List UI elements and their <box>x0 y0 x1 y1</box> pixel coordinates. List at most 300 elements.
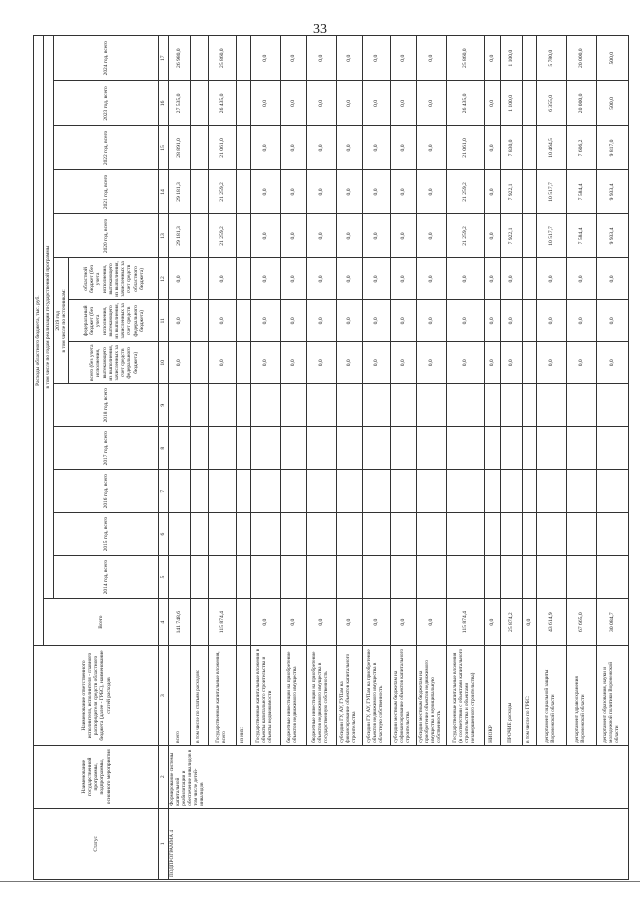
cell-v13: 0,0 <box>362 214 390 258</box>
header-executor: Наименование ответственного исполнителя, исполнителя - главного распорядителя средств областного бюджета (далее - ГРБС), наименование статей расходов <box>34 646 159 746</box>
cell-v17: 5 780,0 <box>536 36 566 81</box>
cell-v17: 0,0 <box>390 36 416 81</box>
cell-empty <box>190 556 208 599</box>
cell-empty <box>250 384 280 427</box>
column-number: 12 <box>159 258 168 300</box>
column-number: 3 <box>159 646 168 746</box>
header-y2023: 2023 год, всего <box>54 81 159 126</box>
cell-v11: 0,0 <box>596 300 628 342</box>
cell-empty <box>190 470 208 513</box>
cell-empty <box>536 513 566 556</box>
cell-v10: 0,0 <box>250 342 280 384</box>
cell-v13: 0,0 <box>484 214 500 258</box>
header-y2019-total: всего (без учета исполнения, вытекающего из выполнения, зачисленных за счет средств федерального бюджета) <box>69 342 159 384</box>
cell-v13: 0,0 <box>336 214 362 258</box>
rotated-table-area <box>33 35 621 880</box>
cell-empty <box>416 513 446 556</box>
cell-v16: 26 435,0 <box>446 81 484 126</box>
cell-empty <box>416 427 446 470</box>
cell-empty <box>236 427 250 470</box>
cell-empty <box>250 556 280 599</box>
header-y2016: 2016 год, всего <box>54 470 159 513</box>
cell-v14: 10 517,7 <box>536 170 566 214</box>
row-label: в том числе по статьям расходов: <box>190 646 208 746</box>
cell-empty <box>190 384 208 427</box>
cell-v14: 0,0 <box>390 170 416 214</box>
cell-v17: 25 860,0 <box>208 36 236 81</box>
cell-v13: 9 933,4 <box>596 214 628 258</box>
column-number: 4 <box>159 599 168 646</box>
cell-empty <box>484 470 500 513</box>
column-numbers-row <box>159 36 168 880</box>
cell-empty <box>236 513 250 556</box>
cell-v11: 0,0 <box>168 300 190 342</box>
cell-empty <box>500 513 522 556</box>
column-number: 7 <box>159 470 168 513</box>
cell-v12: 0,0 <box>306 258 336 300</box>
cell-total: 0,0 <box>522 599 536 646</box>
cell-v11: 0,0 <box>566 300 596 342</box>
cell-empty <box>416 384 446 427</box>
cell-v10 <box>236 342 250 384</box>
cell-v14: 0,0 <box>280 170 306 214</box>
cell-v14: 0,0 <box>250 170 280 214</box>
row-label: Государственные капитальные вложения в объекты капитального строительства и объекты недвижимости <box>250 646 280 746</box>
cell-v12: 0,0 <box>500 258 522 300</box>
cell-v10: 0,0 <box>336 342 362 384</box>
cell-empty <box>336 470 362 513</box>
cell-v13: 0,0 <box>306 214 336 258</box>
cell-empty <box>250 513 280 556</box>
header-status: Статус <box>34 808 159 879</box>
row-label: субсидии местным бюджетам на приобретение объектов недвижимого имущества в муниципальную собственность <box>416 646 446 746</box>
cell-v17: 0,0 <box>250 36 280 81</box>
cell-total: 141 748,6 <box>168 599 190 646</box>
cell-v15: 0,0 <box>416 126 446 170</box>
cell-v16: 0,0 <box>250 81 280 126</box>
cell-empty <box>168 513 190 556</box>
cell-v16: 20 000,0 <box>566 81 596 126</box>
header-y2024: 2024 год, всего <box>54 36 159 81</box>
header-y2019-fed: федеральный бюджет (без учета исполнения, вытекающего из выполнения, зачисленных за счет средств федерального бюджета) <box>69 300 159 342</box>
subprogram-name: Формирование системы капитальной реабилитации и обеспечение инвалидов в том числе детей-инвалидов <box>168 745 628 808</box>
cell-v17: 0,0 <box>336 36 362 81</box>
cell-empty <box>566 470 596 513</box>
cell-v14 <box>190 170 208 214</box>
cell-v10: 0,0 <box>500 342 522 384</box>
cell-v11: 0,0 <box>446 300 484 342</box>
cell-v11: 0,0 <box>500 300 522 342</box>
cell-empty <box>306 513 336 556</box>
cell-v13: 0,0 <box>416 214 446 258</box>
cell-v14: 0,0 <box>336 170 362 214</box>
header-main-title: Расходы областного бюджета, тыс. руб. <box>34 36 44 646</box>
cell-v12: 0,0 <box>416 258 446 300</box>
cell-v15: 0,0 <box>306 126 336 170</box>
cell-empty <box>362 556 390 599</box>
row-label: департамент образования, науки и молодежной политики Воронежской области <box>596 646 628 746</box>
cell-v13: 10 517,7 <box>536 214 566 258</box>
header-y2019-obl: областной бюджет (без учета исполнения, вытекающего из выполнения, зачисленных за счет средств областного бюджета) <box>69 258 159 300</box>
cell-v12: 0,0 <box>168 258 190 300</box>
cell-empty <box>336 556 362 599</box>
cell-v10: 0,0 <box>208 342 236 384</box>
cell-empty <box>500 556 522 599</box>
header-y2015: 2015 год, всего <box>54 513 159 556</box>
page-number: 33 <box>313 22 327 37</box>
cell-total: 25 874,2 <box>500 599 522 646</box>
header-y2019-label: 2019 год <box>55 311 61 331</box>
column-number: 2 <box>159 745 168 808</box>
cell-empty <box>484 556 500 599</box>
cell-total: 67 665,0 <box>566 599 596 646</box>
cell-v14 <box>522 170 536 214</box>
cell-v15: 28 891,0 <box>168 126 190 170</box>
row-label: департамент социальной защиты Воронежской области <box>536 646 566 746</box>
cell-empty <box>362 384 390 427</box>
cell-v17: 500,0 <box>596 36 628 81</box>
footer-rule <box>0 881 640 882</box>
cell-empty <box>446 427 484 470</box>
cell-v14: 0,0 <box>484 170 500 214</box>
cell-v10: 0,0 <box>362 342 390 384</box>
cell-empty <box>390 556 416 599</box>
cell-v15: 0,0 <box>250 126 280 170</box>
cell-v10: 0,0 <box>566 342 596 384</box>
cell-v16: 0,0 <box>484 81 500 126</box>
cell-v12: 0,0 <box>250 258 280 300</box>
cell-v12: 0,0 <box>280 258 306 300</box>
cell-v15: 21 061,0 <box>446 126 484 170</box>
cell-v13: 21 259,2 <box>208 214 236 258</box>
cell-empty <box>280 556 306 599</box>
cell-v17: 1 100,0 <box>500 36 522 81</box>
cell-v11: 0,0 <box>250 300 280 342</box>
row-label: Государственные капитальные вложения (в соответствии с объектами капитального строительства и объектами незавершенного строительства) <box>446 646 484 746</box>
cell-v11: 0,0 <box>306 300 336 342</box>
cell-v10: 0,0 <box>536 342 566 384</box>
cell-v12: 0,0 <box>208 258 236 300</box>
cell-v16: 1 100,0 <box>500 81 522 126</box>
cell-empty <box>416 556 446 599</box>
cell-empty <box>336 427 362 470</box>
cell-empty <box>208 427 236 470</box>
cell-empty <box>336 513 362 556</box>
row-label: бюджетные инвестиции на приобретение объектов недвижимого имущества <box>280 646 306 746</box>
cell-v12: 0,0 <box>536 258 566 300</box>
cell-v10: 0,0 <box>306 342 336 384</box>
cell-v14: 21 259,2 <box>446 170 484 214</box>
cell-v16: 0,0 <box>280 81 306 126</box>
cell-v10: 0,0 <box>390 342 416 384</box>
cell-v14: 0,0 <box>306 170 336 214</box>
cell-empty <box>416 470 446 513</box>
cell-v15: 7 606,2 <box>566 126 596 170</box>
cell-empty <box>484 513 500 556</box>
row-label: субсидии ГУ, АУ, ГУПам на приобретение объектов недвижимого имущества в областную собственность <box>362 646 390 746</box>
cell-empty <box>596 556 628 599</box>
cell-v13: 7 584,4 <box>566 214 596 258</box>
subprogram-status: ПОДПРОГРАММА 4 <box>168 808 628 879</box>
cell-empty <box>168 556 190 599</box>
cell-total: 0,0 <box>306 599 336 646</box>
cell-v15: 9 817,0 <box>596 126 628 170</box>
cell-v16: 500,0 <box>596 81 628 126</box>
cell-v10: 0,0 <box>596 342 628 384</box>
column-number: 11 <box>159 300 168 342</box>
cell-empty <box>362 427 390 470</box>
cell-v16: 27 535,0 <box>168 81 190 126</box>
column-number: 14 <box>159 170 168 214</box>
cell-total: 0,0 <box>362 599 390 646</box>
header-sub-title: в том числе по годам реализации государственной программы <box>44 36 54 599</box>
cell-total: 30 084,7 <box>596 599 628 646</box>
cell-v14: 9 933,4 <box>596 170 628 214</box>
cell-v17: 0,0 <box>306 36 336 81</box>
cell-v15 <box>190 126 208 170</box>
row-label: департамент здравоохранения Воронежской области <box>566 646 596 746</box>
header-y2020: 2020 год, всего <box>54 214 159 258</box>
cell-empty <box>280 427 306 470</box>
cell-total: 0,0 <box>250 599 280 646</box>
cell-empty <box>596 513 628 556</box>
cell-v10: 0,0 <box>280 342 306 384</box>
header-y2019-incl: в том числе по источникам: <box>61 289 68 353</box>
cell-v11 <box>522 300 536 342</box>
cell-v15: 10 464,5 <box>536 126 566 170</box>
cell-empty <box>306 427 336 470</box>
cell-v16: 0,0 <box>416 81 446 126</box>
cell-v14: 0,0 <box>362 170 390 214</box>
cell-empty <box>566 384 596 427</box>
cell-empty <box>250 470 280 513</box>
row-label: из них: <box>236 646 250 746</box>
cell-empty <box>500 384 522 427</box>
cell-empty <box>566 513 596 556</box>
cell-empty <box>280 384 306 427</box>
cell-v13: 0,0 <box>250 214 280 258</box>
cell-v17: 25 860,0 <box>446 36 484 81</box>
cell-empty <box>536 384 566 427</box>
cell-v15 <box>236 126 250 170</box>
cell-v17 <box>522 36 536 81</box>
header-y2021: 2021 год, всего <box>54 170 159 214</box>
cell-v12 <box>236 258 250 300</box>
cell-empty <box>208 513 236 556</box>
cell-empty <box>596 384 628 427</box>
table-row <box>168 36 190 880</box>
cell-v15: 7 830,0 <box>500 126 522 170</box>
cell-empty <box>208 384 236 427</box>
cell-v16: 6 355,0 <box>536 81 566 126</box>
cell-empty <box>168 427 190 470</box>
cell-empty <box>596 470 628 513</box>
cell-v16 <box>190 81 208 126</box>
cell-v12: 0,0 <box>566 258 596 300</box>
cell-total: 115 874,4 <box>446 599 484 646</box>
cell-empty <box>484 427 500 470</box>
cell-empty <box>536 556 566 599</box>
cell-empty <box>306 470 336 513</box>
cell-v13: 7 922,1 <box>500 214 522 258</box>
cell-v11: 0,0 <box>536 300 566 342</box>
cell-total: 0,0 <box>280 599 306 646</box>
cell-empty <box>236 470 250 513</box>
cell-v11: 0,0 <box>416 300 446 342</box>
cell-v17: 0,0 <box>362 36 390 81</box>
cell-v12: 0,0 <box>390 258 416 300</box>
cell-v13: 0,0 <box>390 214 416 258</box>
cell-v17 <box>190 36 208 81</box>
cell-empty <box>250 427 280 470</box>
cell-empty <box>236 384 250 427</box>
column-number: 1 <box>159 808 168 879</box>
cell-v14 <box>236 170 250 214</box>
header-y2017: 2017 год, всего <box>54 427 159 470</box>
cell-v10 <box>190 342 208 384</box>
cell-empty <box>500 427 522 470</box>
cell-total: 0,0 <box>390 599 416 646</box>
cell-v11: 0,0 <box>484 300 500 342</box>
cell-v11 <box>190 300 208 342</box>
cell-empty <box>500 470 522 513</box>
cell-empty <box>536 470 566 513</box>
cell-v15: 0,0 <box>280 126 306 170</box>
cell-empty <box>522 470 536 513</box>
cell-total <box>190 599 208 646</box>
cell-empty <box>536 427 566 470</box>
cell-v15 <box>522 126 536 170</box>
cell-empty <box>522 427 536 470</box>
header-y2019 <box>54 258 69 384</box>
cell-empty <box>362 470 390 513</box>
cell-empty <box>446 556 484 599</box>
cell-v10: 0,0 <box>168 342 190 384</box>
cell-v15: 0,0 <box>362 126 390 170</box>
column-number: 13 <box>159 214 168 258</box>
budget-table-rotated <box>33 35 621 880</box>
cell-empty <box>522 384 536 427</box>
cell-v13 <box>236 214 250 258</box>
cell-v10: 0,0 <box>484 342 500 384</box>
cell-v10: 0,0 <box>446 342 484 384</box>
row-label: субсидии местным бюджетам на софинансирование объектов капитального строительства <box>390 646 416 746</box>
cell-v17 <box>236 36 250 81</box>
cell-v10 <box>522 342 536 384</box>
cell-empty <box>306 556 336 599</box>
cell-v13: 29 181,3 <box>168 214 190 258</box>
cell-v13 <box>522 214 536 258</box>
cell-empty <box>390 470 416 513</box>
cell-v11: 0,0 <box>390 300 416 342</box>
header-total: Всего <box>44 599 159 646</box>
cell-empty <box>168 384 190 427</box>
cell-empty <box>236 556 250 599</box>
cell-empty <box>280 513 306 556</box>
cell-empty <box>390 384 416 427</box>
cell-total: 0,0 <box>336 599 362 646</box>
cell-v14: 21 259,2 <box>208 170 236 214</box>
cell-total: 115 874,4 <box>208 599 236 646</box>
cell-v14: 7 584,4 <box>566 170 596 214</box>
cell-v11: 0,0 <box>336 300 362 342</box>
cell-v16 <box>236 81 250 126</box>
cell-empty <box>280 470 306 513</box>
cell-empty <box>190 513 208 556</box>
column-number: 5 <box>159 556 168 599</box>
cell-v11 <box>236 300 250 342</box>
cell-v12: 0,0 <box>484 258 500 300</box>
row-label: в том числе по ГРБС: <box>522 646 536 746</box>
cell-v11: 0,0 <box>362 300 390 342</box>
column-number: 17 <box>159 36 168 81</box>
cell-empty <box>208 556 236 599</box>
row-label: Государственные капитальные вложения, всего <box>208 646 236 746</box>
column-number: 8 <box>159 427 168 470</box>
cell-v16: 0,0 <box>390 81 416 126</box>
cell-empty <box>336 384 362 427</box>
column-number: 9 <box>159 384 168 427</box>
cell-empty <box>522 513 536 556</box>
cell-total: 0,0 <box>416 599 446 646</box>
cell-empty <box>190 427 208 470</box>
header-y2014: 2014 год, всего <box>54 556 159 599</box>
cell-v14: 7 922,1 <box>500 170 522 214</box>
cell-v13 <box>190 214 208 258</box>
cell-total: 43 614,9 <box>536 599 566 646</box>
cell-empty <box>168 470 190 513</box>
cell-v15: 0,0 <box>484 126 500 170</box>
cell-v15: 0,0 <box>336 126 362 170</box>
cell-v17: 26 980,0 <box>168 36 190 81</box>
cell-v16: 0,0 <box>306 81 336 126</box>
cell-v16 <box>522 81 536 126</box>
row-label: НИОКР <box>484 646 500 746</box>
header-program-name: Наименование государственной программы, подпрограммы, основного мероприятия <box>34 745 159 808</box>
cell-empty <box>390 513 416 556</box>
cell-v12: 0,0 <box>446 258 484 300</box>
cell-v12: 0,0 <box>596 258 628 300</box>
row-label: субсидии ГУ, АУ, ГУПам на финансирование объектов капитального строительства <box>336 646 362 746</box>
cell-v17: 0,0 <box>484 36 500 81</box>
cell-empty <box>446 470 484 513</box>
row-label: бюджетные инвестиции на приобретение объектов недвижимого имущества в государственную собственность <box>306 646 336 746</box>
header-y2018: 2018 год, всего <box>54 384 159 427</box>
cell-v11: 0,0 <box>208 300 236 342</box>
cell-v13: 0,0 <box>280 214 306 258</box>
row-label: всего <box>168 646 190 746</box>
cell-v15: 21 061,0 <box>208 126 236 170</box>
cell-empty <box>522 556 536 599</box>
cell-v16: 0,0 <box>362 81 390 126</box>
cell-empty <box>484 384 500 427</box>
header-y2022: 2022 год, всего <box>54 126 159 170</box>
cell-v12 <box>522 258 536 300</box>
cell-v12: 0,0 <box>362 258 390 300</box>
cell-v14: 29 181,3 <box>168 170 190 214</box>
cell-v16: 0,0 <box>336 81 362 126</box>
cell-v12 <box>190 258 208 300</box>
cell-v15: 0,0 <box>390 126 416 170</box>
cell-empty <box>208 470 236 513</box>
cell-empty <box>596 427 628 470</box>
cell-total <box>236 599 250 646</box>
row-label: ПРОЧИЕ расходы <box>500 646 522 746</box>
budget-table <box>33 35 629 880</box>
cell-empty <box>362 513 390 556</box>
cell-v13: 21 259,2 <box>446 214 484 258</box>
cell-v12: 0,0 <box>336 258 362 300</box>
